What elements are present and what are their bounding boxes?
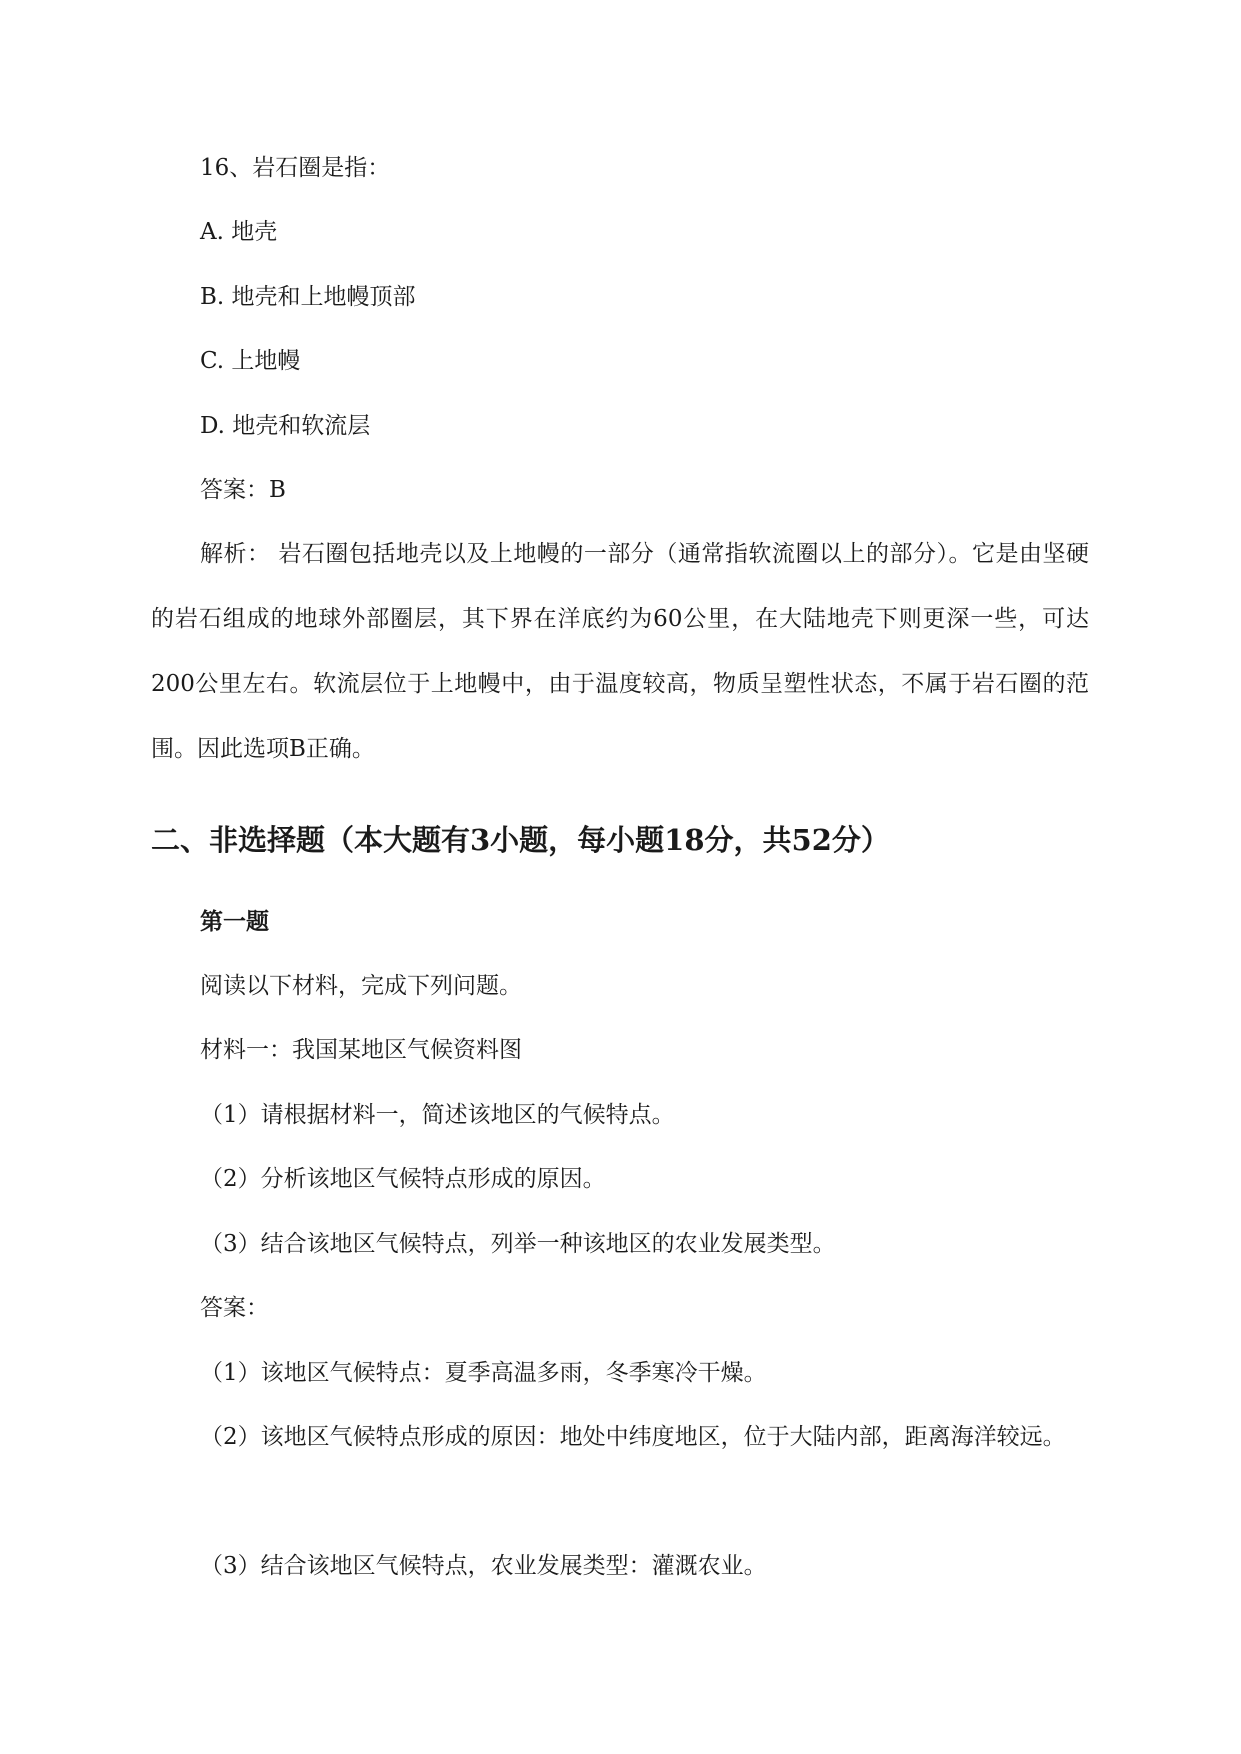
- question-1-material: 材料一：我国某地区气候资料图: [200, 1037, 522, 1063]
- question-16-analysis: 解析： 岩石圈包括地壳以及上地幔的一部分（通常指软流圈以上的部分）。它是由坚硬的岩石组成的地球外部圈层，其下界在洋底约为60公里，在大陆地壳下则更深一些，可达200公里左右。软流层位于上地幔中，由于温度较高，物质呈塑性状态，不属于岩石圈的范围。因此选项B正确。: [151, 541, 1089, 762]
- question-1-intro: 阅读以下材料，完成下列问题。: [200, 973, 522, 999]
- question-1-answer-3: （3）结合该地区气候特点，农业发展类型：灌溉农业。: [200, 1553, 767, 1579]
- question-1-answer-label: 答案：: [200, 1295, 269, 1321]
- option-a: A. 地壳: [200, 219, 278, 245]
- question-1-answer-2: （2）该地区气候特点形成的原因：地处中纬度地区，位于大陆内部，距离海洋较远。: [200, 1424, 1066, 1450]
- option-b: B. 地壳和上地幔顶部: [200, 284, 416, 310]
- question-1-title: 第一题: [200, 908, 269, 935]
- question-1-part-2: （2）分析该地区气候特点形成的原因。: [200, 1166, 606, 1192]
- option-c: C. 上地幔: [200, 348, 301, 374]
- question-1-part-1: （1）请根据材料一，简述该地区的气候特点。: [200, 1102, 675, 1128]
- question-1-part-3: （3）结合该地区气候特点，列举一种该地区的农业发展类型。: [200, 1231, 836, 1257]
- question-16-answer: 答案：B: [200, 477, 286, 503]
- section-2-heading: 二、非选择题（本大题有3小题，每小题18分，共52分）: [151, 823, 890, 857]
- question-16-stem: 16、岩石圈是指：: [200, 155, 391, 181]
- question-1-answer-1: （1）该地区气候特点：夏季高温多雨，冬季寒冷干燥。: [200, 1360, 767, 1386]
- option-d: D. 地壳和软流层: [200, 413, 371, 439]
